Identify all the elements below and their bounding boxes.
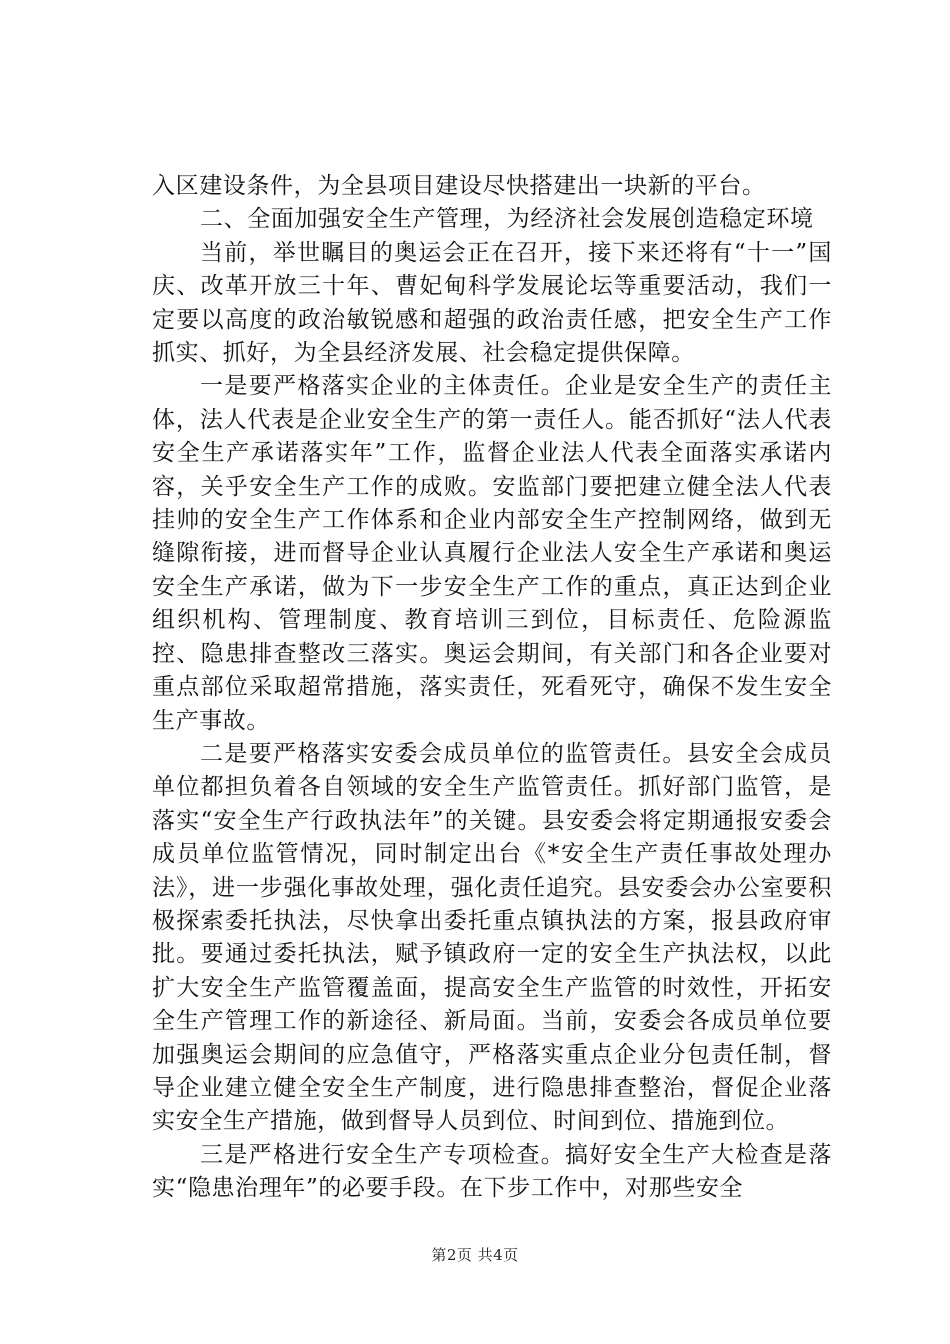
document-body xyxy=(152,170,832,1206)
paragraph-point-two: 二是要严格落实安委会成员单位的监管责任。县安全会成员单位都担负着各自领域的安全生产监管责任。抓好部门监管，是落实“安全生产行政执法年”的关键。县安委会将定期通报安委会成员单位监管情况，同时制定出台《*安全生产责任事故处理办法》，进一步强化事故处理，强化责任追究。县安委会办公室要积极探索委托执法，尽快拿出委托重点镇执法的方案，报县政府审批。要通过委托执法，赋予镇政府一定的安全生产执法权，以此扩大安全生产监管覆盖面，提高安全生产监管的时效性，开拓安全生产管理工作的新途径、新局面。当前，安委会各成员单位要加强奥运会期间的应急值守，严格落实重点企业分包责任制，督导企业建立健全安全生产制度，进行隐患排查整治，督促企业落实安全生产措施，做到督导人员到位、时间到位、措施到位。 xyxy=(152,740,832,1135)
paragraph-intro: 当前，举世瞩目的奥运会正在召开，接下来还将有“十一”国庆、改革开放三十年、曹妃甸科学发展论坛等重要活动，我们一定要以高度的政治敏锐感和超强的政治责任感，把安全生产工作抓实、抓好，为全县经济发展、社会稳定提供保障。 xyxy=(152,239,832,367)
section-heading: 二、全面加强安全生产管理，为经济社会发展创造稳定环境 xyxy=(200,206,814,233)
paragraph-point-one: 一是要严格落实企业的主体责任。企业是安全生产的责任主体，法人代表是企业安全生产的第一责任人。能否抓好“法人代表安全生产承诺落实年”工作，监督企业法人代表全面落实承诺内容，关乎安全生产工作的成败。安监部门要把建立健全法人代表挂帅的安全生产工作体系和企业内部安全生产控制网络，做到无缝隙衔接，进而督导企业认真履行企业法人安全生产承诺和奥运安全生产承诺，做为下一步安全生产工作的重点，真正达到企业组织机构、管理制度、教育培训三到位，目标责任、危险源监控、隐患排查整改三落实。奥运会期间，有关部门和各企业要对重点部位采取超常措施，落实责任，死看死守，确保不发生安全生产事故。 xyxy=(152,373,832,734)
paragraph-continuation: 入区建设条件，为全县项目建设尽快搭建出一块新的平台。 xyxy=(152,173,766,199)
paragraph-point-three: 三是严格进行安全生产专项检查。搞好安全生产大检查是落实“隐患治理年”的必要手段。在下步工作中，对那些安全 xyxy=(152,1141,832,1202)
page-number-footer: 第2页 共4页 xyxy=(431,1246,519,1264)
